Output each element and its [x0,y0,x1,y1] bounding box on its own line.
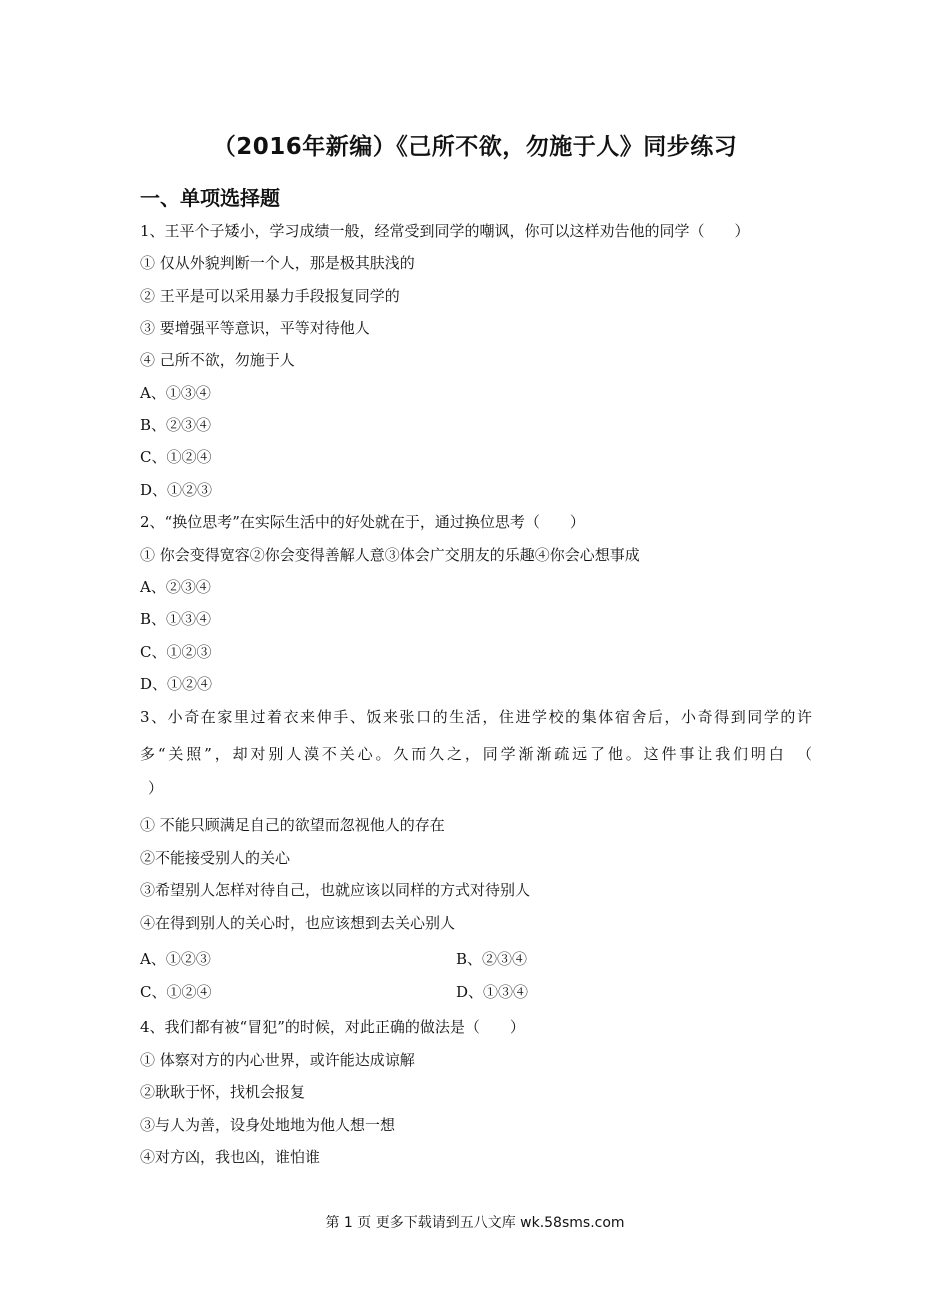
question-4-item: ③与人为善，设身处地地为他人想一想 [140,1116,396,1134]
question-3-item: ① 不能只顾满足自己的欲望而忽视他人的存在 [140,816,445,834]
question-4-item: ②耿耿于怀，找机会报复 [140,1083,306,1101]
document-title: （2016年新编）《己所不欲，勿施于人》同步练习 [212,134,738,160]
question-1-item: ③ 要增强平等意识，平等对待他人 [140,319,370,337]
page-footer: 第 1 页 更多下载请到五八文库 wk.58sms.com [325,1215,625,1231]
question-1-item: ① 仅从外貌判断一个人，那是极其肤浅的 [140,254,415,272]
question-3-item: ③希望别人怎样对待自己，也就应该以同样的方式对待别人 [140,881,531,899]
question-4-item: ④对方凶，我也凶，谁怕谁 [140,1148,321,1166]
question-3-item: ②不能接受别人的关心 [140,849,291,867]
question-1-option-a: A、①③④ [140,384,211,402]
question-4-item: ① 体察对方的内心世界，或许能达成谅解 [140,1051,415,1069]
question-3-option-a: A、①②③ [140,950,211,968]
question-2-stem: 2、“换位思考”在实际生活中的好处就在于，通过换位思考（ ） [140,513,585,531]
question-1-option-c: C、①②④ [140,448,212,466]
question-3-stem-line-1: 3、小奇在家里过着衣来伸手、饭来张口的生活，住进学校的集体宿舍后，小奇得到同学的许 [140,708,812,726]
question-2-option-d: D、①②④ [140,675,213,693]
question-3-option-b: B、②③④ [456,950,528,968]
section-heading: 一、单项选择题 [140,186,280,210]
question-1-option-b: B、②③④ [140,416,212,434]
question-1-stem: 1、王平个子矮小，学习成绩一般，经常受到同学的嘲讽，你可以这样劝告他的同学（ ） [140,222,750,240]
question-3-option-c: C、①②④ [140,983,212,1001]
question-4-stem: 4、我们都有被“冒犯”的时候，对此正确的做法是（ ） [140,1018,525,1036]
question-1-item: ④ 己所不欲，勿施于人 [140,351,295,369]
question-3-stem-line-3: ） [148,779,164,797]
question-1-item: ② 王平是可以采用暴力手段报复同学的 [140,287,400,305]
question-2-item: ① 你会变得宽容②你会变得善解人意③体会广交朋友的乐趣④你会心想事成 [140,546,640,564]
question-2-option-a: A、②③④ [140,578,211,596]
question-1-option-d: D、①②③ [140,481,213,499]
question-2-option-c: C、①②③ [140,643,212,661]
question-3-item: ④在得到别人的关心时，也应该想到去关心别人 [140,914,456,932]
question-3-stem-line-2: 多“关照”，却对别人漠不关心。久而久之，同学渐渐疏远了他。这件事让我们明白 （ [140,745,812,763]
question-2-option-b: B、①③④ [140,610,212,628]
question-3-option-d: D、①③④ [456,983,529,1001]
